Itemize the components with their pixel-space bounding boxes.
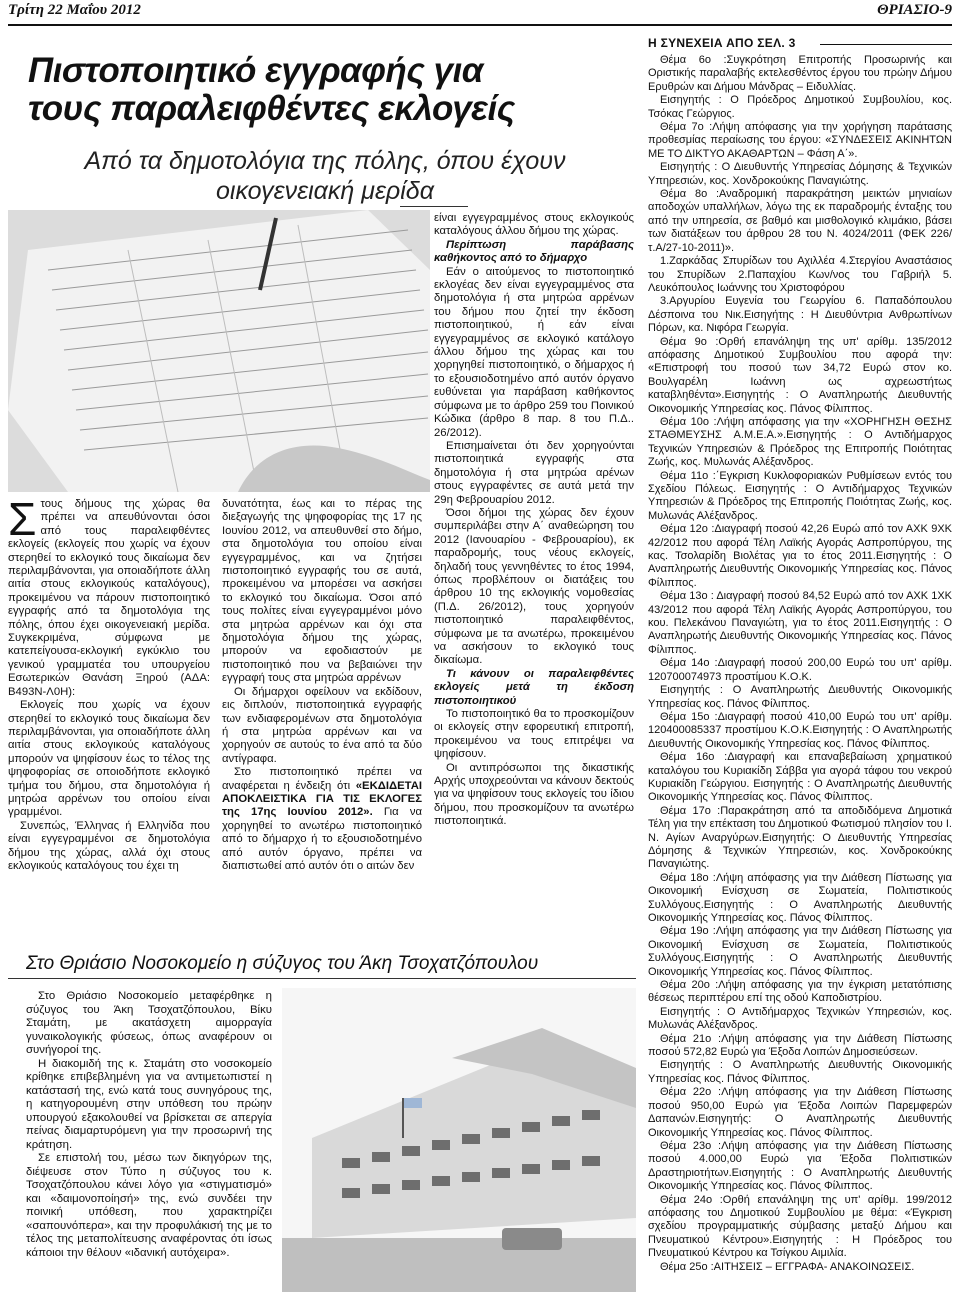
subheadline — [30, 146, 620, 206]
agenda-item: Θέμα 10ο :Λήψη απόφασης για την «ΧΟΡΗΓΗΣΗ ΘΕΣΗΣ ΣΤΑΘΜΕΥΣΗΣ Α.Μ.Ε.Α.».Εισηγητής : Ο Αντιδήμαρχος Τεχνικών Υπηρεσιών & Πρόεδρος της Επιτροπής Ποιότητας Ζωής, κος. Μυλωνάς Αλέξανδρος. — [648, 415, 952, 469]
header-rule — [8, 24, 952, 26]
agenda-item: Θέμα 25ο :ΑΙΤΗΣΕΙΣ – ΕΓΓΡΑΦΑ- ΑΝΑΚΟΙΝΩΣΕΙΣ. — [660, 1260, 915, 1273]
agenda-item: Εισηγητής : Ο Αναπληρωτής Διευθυντής Οικονομικής Υπηρεσίας κος. Πάνος Φίλιππος. — [648, 684, 952, 710]
agenda-item: Θέμα 14ο :Διαγραφή ποσού 200,00 Ευρώ του υπ' αρίθμ. 120700074973 προστίμου Κ.Ο.Κ. — [648, 657, 952, 683]
agenda-item: Θέμα 19ο :Λήψη απόφασης για την Διάθεση Πίστωσης για Οικονομική Ενίσχυση σε Σωματεία, Πολιτιστικούς Συλλόγους.Εισηγητής : Ο Αναπληρωτής Διευθυντής Οικονομικής Υπηρεσίας κος. Πάνος Φίλιππος. — [648, 925, 952, 978]
agenda-column — [648, 54, 952, 1274]
hospital-photo-drawing — [282, 988, 636, 1292]
agenda-item: Θέμα 21ο :Λήψη απόφασης για την Διάθεση Πίστωσης ποσού 572,82 Ευρώ για Έξοδα Λοιπών Δημοσιεύσεων. — [648, 1032, 952, 1059]
agenda-item: Εισηγητής : Ο Αναπληρωτής Διευθυντής Οικονομικής Υπηρεσίας κος. Πάνος Φίλιππος. — [648, 1059, 952, 1085]
agenda-item: 1.Ζαρκάδας Σπυρίδων του Αχιλλέα 4.Στεργίου Αναστάσιος του Σπυρίδων 2.Παπαχίου Κων/νος του Γαβριήλ 5. Λευκόπουλος Ιωάννης του Χριστοφόρου — [648, 255, 952, 294]
col3-para-3: Επισημαίνεται ότι δεν χορηγούνται πιστοποιητικά εγγραφής στα δημοτολόγια ή στα μητρώα αρένων στους εγγραφέντες σε αυτά μετά την 29η Φεβρουαρίου 2012. — [434, 439, 634, 506]
agenda-item: Θέμα 6ο :Συγκρότηση Επιτροπής Προσωρινής και Οριστικής παραλαβής εκτελεσθέντος έργου του πρώην Δήμου Ερυθρών και Δήμου Μάνδρας – Ειδυλλίας. — [648, 54, 952, 93]
headline-line-1: Πιστοποιητικό εγγραφής για — [28, 51, 483, 90]
col3-para-2: Εάν ο αιτούμενος το πιστοποιητικό εκλογέας δεν είναι εγγεγραμμένος στα δημοτολόγια ή στα μητρώα αρρένων του δήμου που ζητεί την έκδοση πιστοποιητικού, ή εάν είναι εγγεγραμμένος σε εκλογικό κατάλογο άλλου δήμου της χώρας και του χορηγηθεί πιστοποιητικό, ο δήμαρχος ή το εξουσιοδοτημένο από αυτόν όργανο ευθύνεται για παράβαση καθήκοντος σύμφωνα με το άρθρο 259 του Ποινικού Κώδικα (άρθρο 8 παρ. 8 του Π.Δ.. 26/2012). — [434, 265, 634, 439]
hospital-title-rule — [8, 978, 636, 979]
col3-subheading-2: Τι κάνουν οι παραλειφθέντες εκλογείς μετά τη έκδοση πιστοποιητικού — [434, 667, 634, 707]
agenda-item: Θέμα 8ο :Αναδρομική παρακράτηση μεικτών μηνιαίων αποδοχών υπαλλήλων, λόγω της εκ παραδρομής ένταξης του από την υπηρεσία, σε βαθμό και μισθολογικό κλιμάκιο, βάσει των διατάξεων του άρθρου 28 του Ν. 4024/2011 (ΦΕΚ 226/τ.Α/27-10-2011)». — [648, 188, 952, 254]
col3-para-4: Όσοι δήμοι της χώρας δεν έχουν συμπεριλάβει στην Α΄ αναθεώρηση του 2012 (Ιανουαρίου - Φεβρουαρίου), εκ παραδρομής, τους νέους εκλογείς, δηλαδή τους γεννηθέντες το έτος 1994, όπως προβλέπουν οι διατάξεις του άρθρου 10 της εκλογικής νομοθεσίας (Π.Δ. 26/2012), τους χορηγούν πιστοποιητικό παραλειφθέντος, σύμφωνα με τα ανωτέρω, προκειμένου να ασκήσουν το εκλογικό τους δικαίωμα. — [434, 506, 634, 667]
ledger-photo — [8, 210, 430, 492]
ledger-photo-drawing — [8, 210, 430, 492]
col3-para-6: Οι αντιπρόσωποι της δικαστικής Αρχής υποχρεούνται να κάνουν δεκτούς για να ψηφίσουν τους εκλογείς του ίδιου δήμου, που προσκομίζουν τα ανωτέρω πιστοποιητικά. — [434, 761, 634, 828]
subheadline-line-1: Από τα δημοτολόγια της πόλης, όπου έχουν — [84, 147, 566, 175]
parked-car — [502, 1228, 562, 1250]
hospital-para-1: Στο Θριάσιο Νοσοκομείο μεταφέρθηκε η σύζυγος του Άκη Τσοχατζόπουλου, Βίκυ Σταμάτη, με ακατάσχετη αιμορραγία γυναικολογικής φύσεως, όπως αναφέρουν οι συνήγοροί της. — [26, 990, 272, 1056]
agenda-item: Θέμα 9ο :Ορθή επανάληψη της υπ' αρίθμ. 135/2012 απόφασης Δημοτικού Συμβουλίου που αφορά την: «Επιστροφή του ποσού των 34,72 Ευρώ στον κο. Βουλγαρέλη Ιωάννη ως αχρεωστήτως καταβληθέντα».Εισηγητής : Ο Αναπληρωτής Διευθυντής Οικονομικής Υπηρεσίας κος. Πάνος Φίλιππος. — [648, 335, 952, 415]
agenda-item: Θέμα 15ο :Διαγραφή ποσού 410,00 Ευρώ του υπ' αρίθμ. 120400085337 προστίμου Κ.Ο.Κ.Εισηγητής : Ο Αναπληρωτής Διευθυντής Οικονομικής Υπηρεσίας κος. Πάνος Φίλιππος. — [648, 710, 952, 750]
issue-date: Τρίτη 22 Μαΐου 2012 — [8, 2, 141, 18]
col2-para-3-bold: «ΕΚΔΙΔΕΤΑΙ ΑΠΟΚΛΕΙΣΤΙΚΑ ΓΙΑ ΤΙΣ ΕΚΛΟΓΕΣ της 17ης Ιουνίου 2012». — [222, 779, 422, 819]
col3-subheading-1: Περίπτωση παράβασης καθήκοντος από το δήμαρχο — [434, 238, 634, 265]
hospital-article-title: Στο Θριάσιο Νοσοκομείο η σύζυγος του Άκη Τσοχατζόπουλου — [26, 953, 539, 974]
agenda-item: Θέμα 11ο :΄Εγκριση Κυκλοφοριακών Ρυθμίσεων εντός του Σχεδίου Πόλεως. Εισηγητής : Ο Αντιδήμαρχος Τεχνικών Υπηρεσιών & Πρόεδρος της Επιτροπής Ποιότητας Ζωής, κος. Μυλωνάς Αλέξανδρος. — [648, 469, 952, 522]
hospital-article-body — [26, 990, 272, 1260]
col2-para-1: δυνατότητα, έως και το πέρας της διεξαγωγής της ψηφοφορίας της 17 ης Ιουνίου 2012, να απευθυνθεί στο δήμο, στα δημοτολόγια του οποίου είναι εγγεγραμμένος, και να ζητήσει πιστοποιητικό εγγραφής του σε αυτά, προκειμένου να μπορέσει να ασκήσει το εκλογικό του δικαίωμα. Όσοι από τους πολίτες είναι εγγεγραμμένοι μόνο στα μητρώα αρρένων και όχι στα δημοτολόγια δήμου της χώρας, μπορούν να εφοδιαστούν με πιστοποιητικό που να βεβαιώνει την εγγραφή τους στα μητρώα αρρένων — [222, 498, 422, 685]
col3-para-5: Το πιστοποιητικό θα το προσκομίζουν οι εκλογείς στην εφορευτική επιτροπή, προκειμένου να τους επιτρέψει να ψηφίσουν. — [434, 708, 634, 761]
agenda-item: Εισηγητής : Ο Αντιδήμαρχος Τεχνικών Υπηρεσιών, κος. Μυλωνάς Αλέξανδρος. — [648, 1005, 952, 1032]
article-column-2 — [222, 498, 422, 873]
col1-para-2: Εκλογείς που χωρίς να έχουν στερηθεί το εκλογικό τους δικαίωμα δεν περιλαμβάνονται, για οποιαδήποτε άλλη αιτία στους εκλογικούς καταλόγους μπορούν να ψηφίσουν έως το τέλος της ψηφοφορίας σε οποιοδήποτε εκλογικό τμήμα του δήμου, στα δημοτολόγια ή μητρώα αρρένων του οποίου είναι γραμμένοι. — [8, 699, 210, 819]
col2-para-3-a: Στο πιστοποιητικό πρέπει να αναφέρεται η ένδειξη ότι — [222, 766, 422, 792]
agenda-item: Θέμα 23ο :Λήψη απόφασης για την Διάθεση Πίστωσης ποσού 4.000,00 Ευρώ για Έξοδα Πολιτιστικών Δραστηριοτήτων.Εισηγητής : Ο Αναπληρωτής Διευθυντής Οικονομικής Υπηρεσίας κος. Πάνος Φίλιππος. — [648, 1139, 952, 1193]
agenda-item: Εισηγητής : Ο Πρόεδρος Δημοτικού Συμβουλίου, κος. Τσόκας Γεώργιος. — [648, 94, 952, 120]
continued-rule — [820, 44, 952, 45]
col3-para-1: είναι εγγεγραμμένος στους εκλογικούς καταλόγους άλλου δήμου της χώρας. — [434, 212, 634, 238]
agenda-item: Θέμα 22ο :Λήψη απόφασης για την Διάθεση Πίστωσης ποσού 950,00 Ευρώ για Έξοδα Λοιπών Παρεμφερών Δαπανών.Εισηγητής: Ο Αναπληρωτής Διευθυντής Οικονομικής Υπηρεσίας κος. Πάνος Φίλιππος. — [648, 1086, 952, 1139]
col1-para-1: τους δήμους της χώρας θα πρέπει να απευθύνονται όσοι από τους παραλειφθέντες εκλογείς (εκλογείς που χωρίς να έχουν στερηθεί το εκλογικό τους δικαίωμα δεν περιλαμβάνονται, για οποιαδήποτε άλλη αιτία στους εκλογικούς καταλόγους), προκειμένου να πάρουν πιστοποιητικό εγγραφής από τα δημοτολόγια της πόλης, όπου έχει οικογενειακή μερίδα. Συγκεκριμένα, σύμφωνα με κατεπείγουσα-εκλογική εγκύκλιο του γενικού γραμματέα του υπουργείου Εσωτερικών Θανάση Ξηρού (ΑΔΑ: Β493Ν-Λ0Η): — [8, 498, 210, 698]
article-column-3 — [434, 212, 634, 829]
street — [282, 1238, 636, 1292]
agenda-item: Θέμα 17ο :Παρακράτηση από τα αποδιδόμενα Δημοτικά Τέλη για την επέκταση του Δημοτικού Φωτισμού πλησίον του Ι. Ν. Αγίων Αναργύρων.Εισηγητής: Ο Διευθυντής Υπηρεσίας Δόμησης & Τεχνικών Υπηρεσιών, κος. Χονδροκούκης Παναγιώτης. — [648, 804, 952, 871]
agenda-item: Θέμα 13ο : Διαγραφή ποσού 84,52 Ευρώ από τον ΑΧΚ 1ΧΚ 43/2012 που αφορά Τέλη Λαϊκής Αγοράς Ασπροπύργου, του κου. Πελεκάνου Παναγιώτη, για το έτος 2011.Εισηγητής : Ο Αναπληρωτής Διευθυντής Οικονομικής Υπηρεσίας κος. Πάνος Φίλιππος. — [648, 590, 952, 656]
flag-pole — [402, 1098, 404, 1138]
agenda-item: Θέμα 24ο :Ορθή επανάληψη της υπ' αρίθμ. 199/2012 απόφασης του Δημοτικού Συμβουλίου με θέμα: «Έγκριση σχεδίου προγραμματικής σύμβασης μεταξύ Δήμου και Πνευματικού Κέντρου».Εισηγητής : Η Πρόεδρος του Πνευματικού Κέντρου κα Τσίγκου Αιμιλία. — [648, 1193, 952, 1260]
continued-heading: Η ΣΥΝΕΧΕΙΑ ΑΠΟ ΣΕΛ. 3 — [648, 36, 796, 50]
col1-para-3: Συνεπώς, Έλληνας ή Ελληνίδα που είναι εγγεγραμμένοι σε δημοτολόγια δήμου της χώρας, αλλά όχι στους εκλογικούς καταλόγους του έχει τη — [8, 819, 210, 872]
col2-para-2: Οι δήμαρχοι οφείλουν να εκδίδουν, εις διπλούν, πιστοποιητικά εγγραφής των ενδιαφερομένων στα δημοτολόγια ή στα μητρώα αρρένων και να χορηγούν σε αυτούς το ένα από τα δύο αντίγραφα. — [222, 685, 422, 765]
page-label: ΘΡΙΑΣΙΟ-9 — [877, 2, 952, 18]
subhead-rule — [400, 206, 468, 207]
agenda-item: Θέμα 20ο :Λήψη απόφασης για την έγκριση μετατόπισης θέσεως περιπτέρου επί της οδού Καποδιστρίου. — [648, 979, 952, 1005]
headline-line-2: τους παραλειφθέντες εκλογείς — [28, 89, 515, 128]
drop-cap: Σ — [8, 493, 37, 545]
agenda-item: Εισηγητής : Ο Διευθυντής Υπηρεσίας Δόμησης & Τεχνικών Υπηρεσιών, κος. Χονδροκούκης Παναγιώτης. — [648, 161, 952, 187]
subheadline-line-2: οικογενειακή μερίδα — [216, 177, 434, 205]
headline — [28, 52, 628, 128]
agenda-item: Θέμα 16ο :Διαγραφή και επαναβεβαίωση χρηματικού καταλόγου του Κυριακίδη Σάββα για αγορά τάφου του νεκρού Κυριακίδη Γεώργιου. Εισηγητής : Ο Αναπληρωτής Διευθυντής Οικονομικής Υπηρεσίας κος. Πάνος Φίλιππος. — [648, 751, 952, 804]
col2-para-3 — [222, 766, 422, 873]
hospital-para-2: Η διακομιδή της κ. Σταμάτη στο νοσοκομείο κρίθηκε επιβεβλημένη για να αντιμετωπιστεί η κατάστασή της, ενώ κατά τους συνηγόρους της, η κατηγορουμένη στην υπόθεση του πρώην υπουργού εξακολουθεί να βρίσκεται σε απεργία πείνας διαμαρτυρόμενη για την προσωρινή της κράτηση. — [26, 1057, 272, 1151]
agenda-item: Θέμα 18ο :Λήψη απόφασης για την Διάθεση Πίστωσης για Οικονομική Ενίσχυση σε Σωματεία, Πολιτιστικούς Συλλόγους.Εισηγητής : Ο Αναπληρωτής Διευθυντής Οικονομικής Υπηρεσίας κος. Πάνος Φίλιππος. — [648, 871, 952, 924]
agenda-item: Θέμα 7ο :Λήψη απόφασης για την χορήγηση παράτασης προθεσμίας περαίωσης του έργου: «ΣΥΝΔΕΣΕΙΣ ΑΚΙΝΗΤΩΝ ΜΕ ΤΟ ΔΙΚΤΥΟ ΑΚΑΘΑΡΤΩΝ – Φάση Α΄». — [648, 121, 952, 160]
col2-para-3-c: Για να χορηγηθεί το ανωτέρω πιστοποιητικό από το δήμαρχο ή το εξουσιοδοτημένο από αυτόν όργανο, πρέπει να διαπιστωθεί από αυτόν ότι ο αιτών δεν — [222, 806, 423, 872]
flag — [404, 1098, 422, 1108]
hospital-photo — [282, 988, 636, 1292]
agenda-item: 3.Αργυρίου Ευγενία του Γεωργίου 6. Παπαδόπουλου Δέσποινα του Νικ.Εισηγήτης : Η Διευθύντρια Ανθρωπίνων Πόρων, κα. Νιφόρα Γεωργία. — [648, 295, 952, 335]
ledger-page — [8, 210, 430, 492]
article-column-1 — [8, 493, 210, 873]
agenda-item: Θέμα 12ο :Διαγραφή ποσού 42,26 Ευρώ από τον ΑΧΚ 9ΧΚ 42/2012 που αφορά Τέλη Λαϊκής Αγοράς Ασπροπύργου, της κας. Τσολαρίδη Βιολέτας για το έτος 2011.Εισηγητής : Ο Αναπληρωτής Διευθυντής Οικονομικής Υπηρεσίας κος. Πάνος Φίλιππος. — [648, 523, 952, 589]
hospital-para-3: Σε επιστολή του, μέσω των δικηγόρων της, διέψευσε στον Τύπο η σύζυγος του κ. Τσοχατζόπουλου κάνει λόγο για «στιγματισμό» και «δαιμονοποίησή» της, ενώ συνδέει την ποινική υπόθεση, που χαρακτηρίζει «σαπουνόπερα», και την προφυλάκισή της με το τέλος της μεταπολίτευσης αναφέροντας ότι ίσως κάποιοι την θέλουν «ιδανική αυτόχειρα». — [26, 1152, 272, 1259]
